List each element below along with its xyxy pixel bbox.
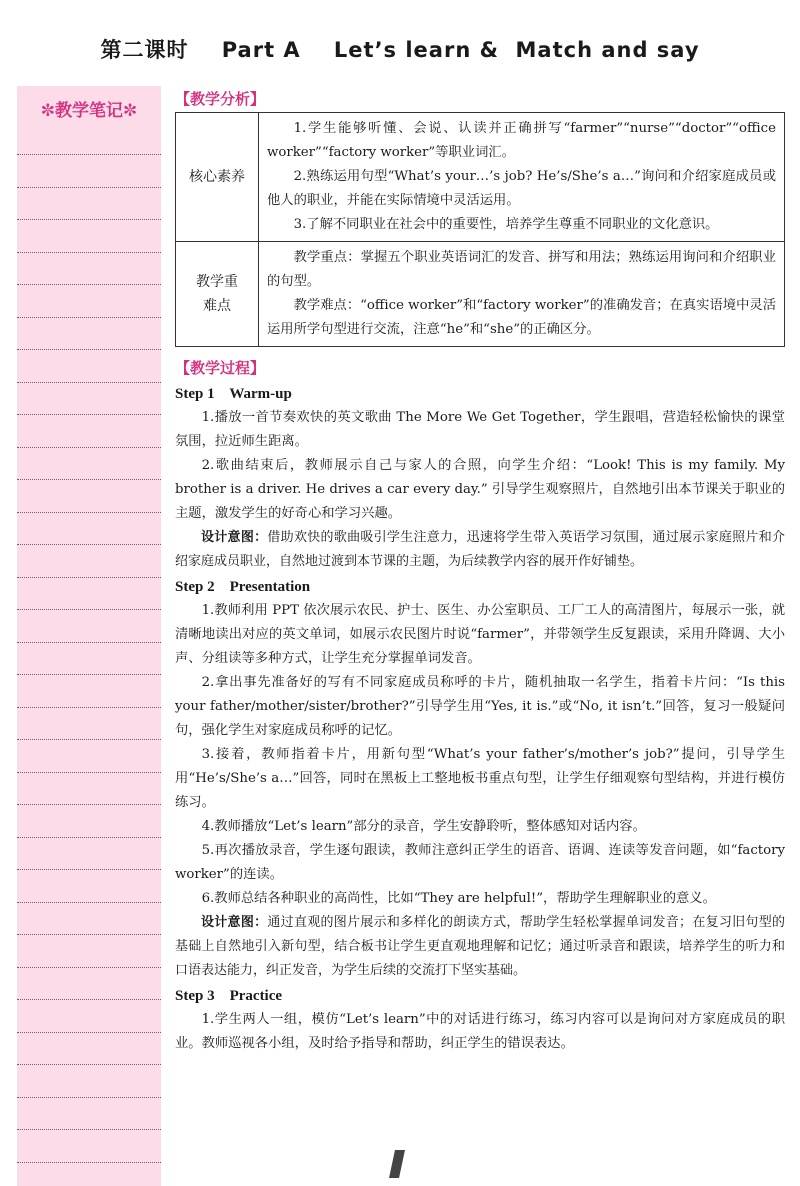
step2-para-4: 4.教师播放“Let’s learn”部分的录音，学生安静聆听，整体感知对话内容。 [201, 819, 646, 834]
note-line [17, 902, 161, 903]
design-text: 借助欢快的歌曲吸引学生注意力，迅速将学生带入英语学习氛围，通过展示家庭照片和介绍家庭成员职业，自然地过渡到本节课的主题，为后续教学内容的展开作好铺垫。 [175, 530, 785, 569]
note-line [17, 577, 161, 578]
analysis-heading: 【教学分析】 [175, 90, 266, 108]
note-lines [17, 146, 161, 1186]
note-line [17, 772, 161, 773]
note-line [17, 252, 161, 253]
note-line [17, 349, 161, 350]
note-line [17, 804, 161, 805]
note-line [17, 674, 161, 675]
step2-design-note [175, 911, 785, 983]
core-content [259, 113, 785, 242]
step1-title: Step 1 Warm-up [175, 386, 292, 402]
step2-para-1: 1.教师利用 PPT 依次展示农民、护士、医生、办公室职员、工厂工人的高清图片，每展示一张，就清晰地读出对应的英文单词，如展示农民图片时说“farmer”，并带领学生反复跟读，采用升降调、大小声、分组读等多种方式，让学生充分掌握单词发音。 [175, 603, 785, 666]
core-item-3: 3.了解不同职业在社会中的重要性，培养学生尊重不同职业的文化意识。 [293, 217, 719, 232]
note-line [17, 1064, 161, 1065]
note-line [17, 609, 161, 610]
process-heading: 【教学过程】 [175, 359, 266, 377]
keypoints-row [176, 242, 785, 347]
step3-para-1: 1.学生两人一组，模仿“Let’s learn”中的对话进行练习，练习内容可以是询问对方家庭成员的职业。教师巡视各小组，及时给予指导和帮助，纠正学生的错误表达。 [175, 1012, 785, 1051]
keypoints-label-line2: 难点 [203, 298, 231, 314]
step2-title: Step 2 Presentation [175, 579, 311, 595]
step2-para-2: 2.拿出事先准备好的写有不同家庭成员称呼的卡片，随机抽取一名学生，指着卡片问：“Is this your father/mother/sister/brother?”引导学生用“Yes, it is.”或“No, it isn’t.”回答，复习一般疑问句，强化学生对家庭成员称呼的记忆。 [175, 675, 785, 738]
step2-para-6: 6.教师总结各种职业的高尚性，比如“They are helpful!”，帮助学生理解职业的意义。 [201, 891, 716, 906]
keypoints-label-line1: 教学重 [196, 274, 238, 290]
note-line [17, 1032, 161, 1033]
sidebar-title: ✼教学笔记✼ [40, 101, 138, 121]
core-row [176, 113, 785, 242]
note-line [17, 219, 161, 220]
step2-para-3: 3.接着，教师指着卡片，用新句型“What’s your father’s/mother’s job?”提问，引导学生用“He’s/She’s a…”回答，同时在黑板上工整地板书重点句型，让学生仔细观察句型结构，并进行模仿练习。 [175, 747, 785, 810]
note-line [17, 1129, 161, 1130]
step2-para-5: 5.再次播放录音，学生逐句跟读，教师注意纠正学生的语音、语调、连读等发音问题，如“factory worker”的连读。 [175, 843, 785, 882]
step1-para-1: 1.播放一首节奏欢快的英文歌曲 The More We Get Together，学生跟唱，营造轻松愉快的课堂氛围，拉近师生距离。 [175, 410, 785, 449]
note-line [17, 154, 161, 155]
analysis-table [175, 112, 785, 347]
note-line [17, 317, 161, 318]
note-line [17, 967, 161, 968]
step3-title: Step 3 Practice [175, 988, 283, 1004]
design-text: 通过直观的图片展示和多样化的朗读方式，帮助学生轻松掌握单词发音；在复习旧句型的基础上自然地引入新句型，结合板书让学生更直观地理解和记忆；通过听录音和跟读，培养学生的听力和口语表达能力，纠正发音，为学生后续的交流打下坚实基础。 [175, 915, 785, 978]
note-line [17, 999, 161, 1000]
design-label: 设计意图： [201, 530, 268, 545]
keypoints-label [176, 242, 259, 347]
note-line [17, 284, 161, 285]
note-line [17, 512, 161, 513]
note-line [17, 1097, 161, 1098]
keypoint-difficulty: 教学难点：“office worker”和“factory worker”的准确发音；在真实语境中灵活运用所学句型进行交流，注意“he”和“she”的正确区分。 [267, 298, 776, 337]
page-footer-mark [389, 1150, 405, 1178]
note-line [17, 414, 161, 415]
keypoint-focus: 教学重点：掌握五个职业英语词汇的发音、拼写和用法；熟练运用询问和介绍职业的句型。 [267, 250, 776, 289]
note-line [17, 837, 161, 838]
design-label: 设计意图： [201, 915, 268, 930]
main-content [175, 86, 785, 1056]
core-label: 核心素养 [176, 113, 259, 242]
step1-para-2: 2.歌曲结束后，教师展示自己与家人的合照，向学生介绍：“Look! This is my family. My brother is a driver. He drives a car every day.” 引导学生观察照片，自然地引出本节课关于职业的主题，激发学生的好奇心和学习兴趣。 [175, 458, 785, 521]
note-line [17, 869, 161, 870]
note-line [17, 1162, 161, 1163]
note-line [17, 479, 161, 480]
core-item-1: 1.学生能够听懂、会说、认读并正确拼写“farmer”“nurse”“doctor”“office worker”“factory worker”等职业词汇。 [267, 121, 776, 160]
notes-sidebar [17, 86, 161, 1186]
page-title: 第二课时 Part A Let’s learn & Match and say [100, 38, 700, 62]
keypoints-content [259, 242, 785, 347]
note-line [17, 739, 161, 740]
note-line [17, 382, 161, 383]
note-line [17, 544, 161, 545]
step1-design-note [175, 526, 785, 574]
note-line [17, 187, 161, 188]
note-line [17, 642, 161, 643]
note-line [17, 934, 161, 935]
core-item-2: 2.熟练运用句型“What’s your…’s job? He’s/She’s a…”询问和介绍家庭成员或他人的职业，并能在实际情境中灵活运用。 [267, 169, 776, 208]
note-line [17, 707, 161, 708]
note-line [17, 447, 161, 448]
